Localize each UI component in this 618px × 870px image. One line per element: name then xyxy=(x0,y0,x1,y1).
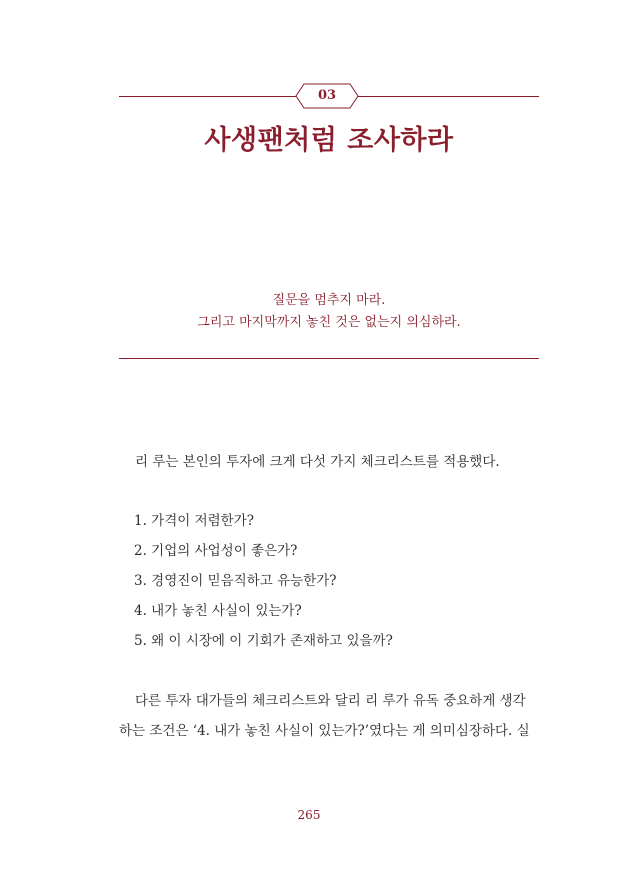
intro-paragraph: 리 루는 본인의 투자에 크게 다섯 가지 체크리스트를 적용했다. xyxy=(135,454,500,470)
closing-line-2: 하는 조건은 ‘4. 내가 놓친 사실이 있는가?’였다는 게 의미심장하다. 실 xyxy=(119,723,530,739)
closing-paragraph xyxy=(119,686,539,746)
epigraph-line-2: 그리고 마지막까지 놓친 것은 없는지 의심하라. xyxy=(197,315,461,330)
epigraph-line-1: 질문을 멈추지 마라. xyxy=(272,293,386,308)
list-item: 4. 내가 놓친 사실이 있는가? xyxy=(134,603,302,619)
epigraph xyxy=(119,290,539,334)
chapter-number-badge xyxy=(295,83,359,109)
page-number: 265 xyxy=(297,808,321,822)
chapter-number: 03 xyxy=(317,88,337,103)
chapter-title: 사생팬처럼 조사하라 xyxy=(204,125,454,156)
list-item: 1. 가격이 저렴한가? xyxy=(134,513,254,529)
list-item: 5. 왜 이 시장에 이 기회가 존재하고 있을까? xyxy=(134,633,393,649)
checklist xyxy=(134,506,534,656)
epigraph-divider xyxy=(119,358,539,359)
list-item: 2. 기업의 사업성이 좋은가? xyxy=(134,543,298,559)
closing-line-1: 다른 투자 대가들의 체크리스트와 달리 리 루가 유독 중요하게 생각 xyxy=(135,693,526,709)
list-item: 3. 경영진이 믿음직하고 유능한가? xyxy=(134,573,337,589)
